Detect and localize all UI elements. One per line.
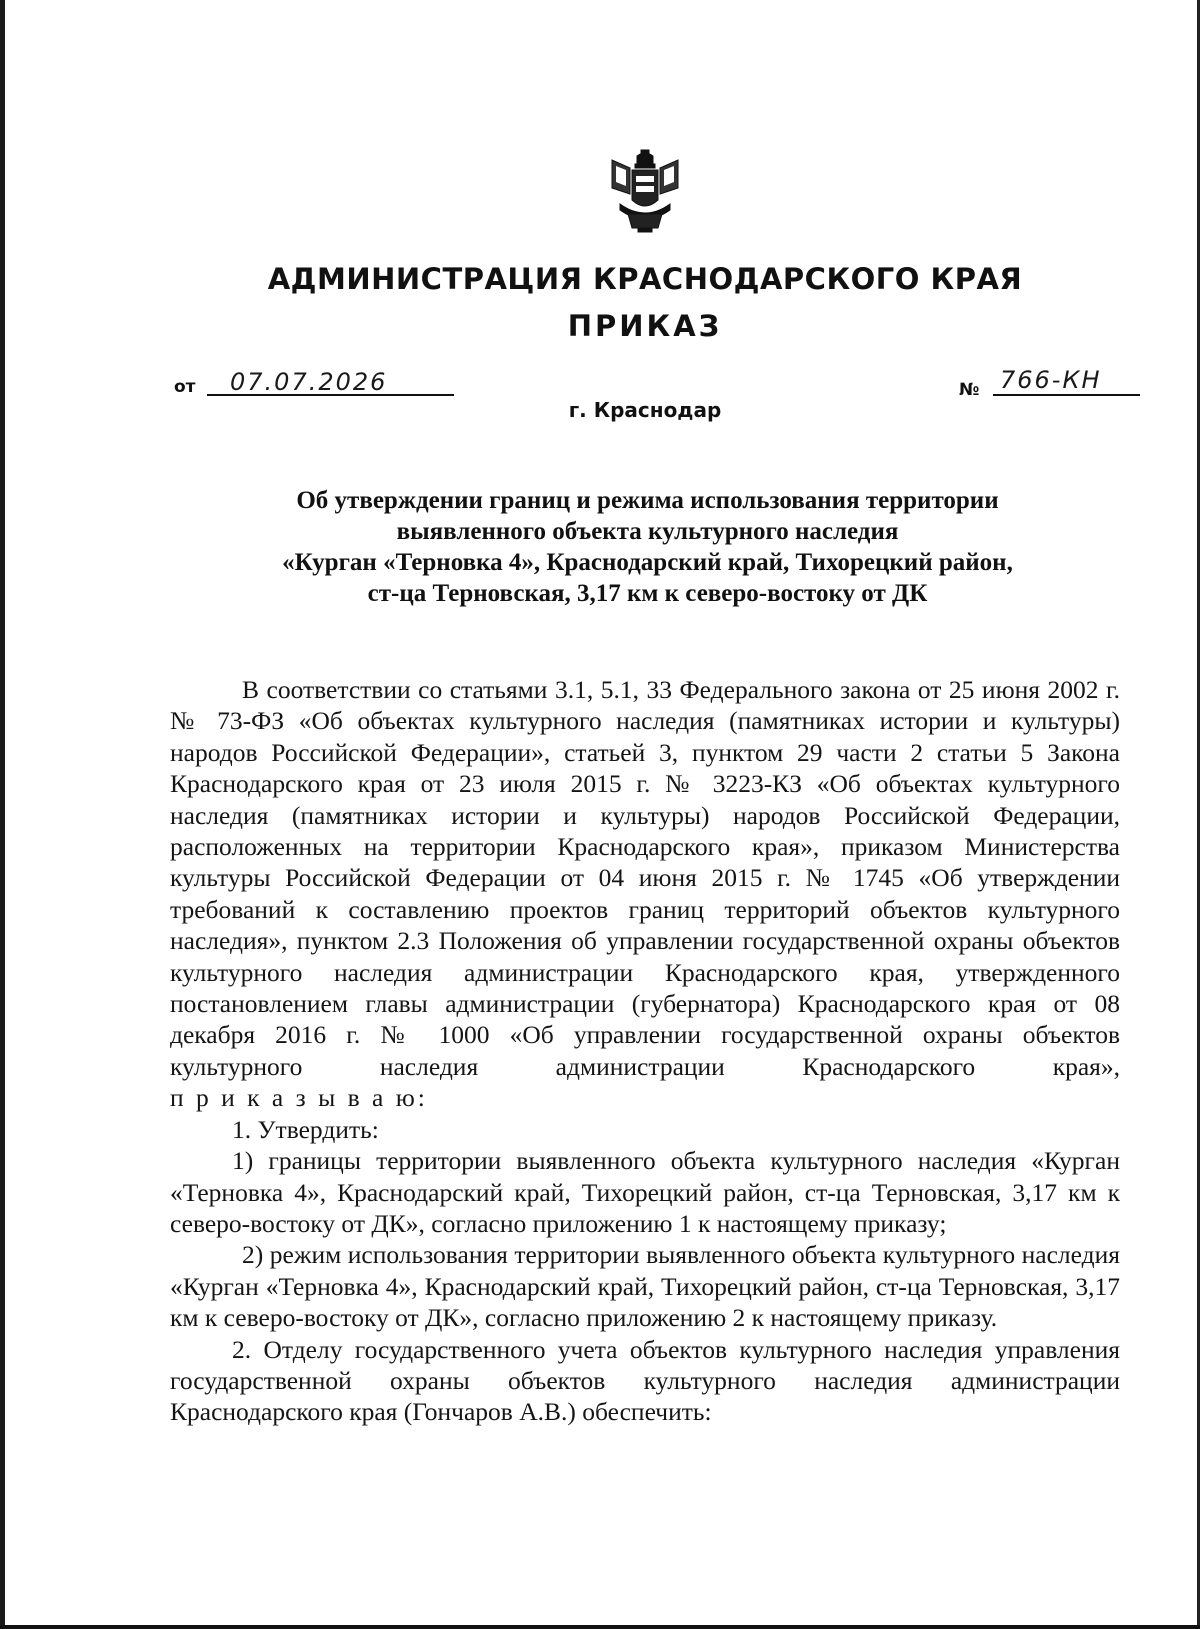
preamble-paragraph: В соответствии со статьями 3.1, 5.1, 33 Федерального закона от 25 июня 2002 г. № 73-ФЗ «Об объектах культурного наследия (памятниках истории и культуры) народов Российской Федерации», статьей 3, пунктом 29 части 2 статьи 5 Закона Краснодарского края от 23 июля 2015 г. № 3223-КЗ «Об объектах культурного наследия (памятниках истории и культуры) народов Российской Федерации, расположенных на территории Краснодарского края», приказом Министерства культуры Российской Федерации от 04 июня 2015 г. № 1745 «Об утверждении требований к составлению проектов границ территорий объектов культурного наследия», пунктом 2.3 Положения об управлении государственной охраны объектов культурного наследия администрации Краснодарского края, утвержденного постановлением главы администрации (губернатора) Краснодарского края от 08 декабря 2016 г. № 1000 «Об управлении государственной охраны объектов культурного наследия администрации Краснодарского края», [170,675,1120,1081]
item-2: 2. Отделу государственного учета объектов культурного наследия управления государственной охраны объектов культурного наследия администрации Краснодарского края (Гончаров А.В.) обеспечить: [170,1334,1120,1427]
item-1: 1. Утвердить: [232,1114,379,1144]
document-type-title: ПРИКАЗ [567,309,723,343]
order-word: п р и к а з ы в а ю: [170,1083,428,1113]
subject-line: «Курган «Терновка 4», Краснодарский край, Тихорецкий район, [282,549,1013,576]
document-body [170,674,1120,1428]
coat-of-arms-emblem [608,148,682,234]
handwritten-number: 766-КН [1000,366,1102,394]
subject-line: ст-ца Терновская, 3,17 км к северо-востоку от ДК [367,580,928,607]
city-label: г. Краснодар [568,398,722,422]
item-1-2: 2) режим использования территории выявленного объекта культурного наследия «Курган «Терновка 4», Краснодарский край, Тихорецкий район, ст-ца Терновская, 3,17 км к северо-востоку от ДК», согласно приложению 2 к настоящему приказу. [170,1240,1120,1333]
scan-edge-left [0,0,5,1629]
date-label: от [174,377,196,397]
handwritten-date: 07.07.2026 [230,368,388,396]
organization-title: АДМИНИСТРАЦИЯ КРАСНОДАРСКОГО КРАЯ [267,262,1023,296]
subject-line: выявленного объекта культурного наследия [396,518,899,545]
scan-edge-bottom [0,1625,1200,1629]
document-subject [170,485,1125,609]
item-1-1: 1) границы территории выявленного объекта культурного наследия «Курган «Терновка 4», Краснодарский край, Тихорецкий район, ст-ца Терновская, 3,17 км к северо-востоку от ДК», согласно приложению 1 к настоящему приказу; [170,1146,1120,1238]
number-label: № [959,380,980,400]
subject-line: Об утверждении границ и режима использования территории [296,487,999,514]
